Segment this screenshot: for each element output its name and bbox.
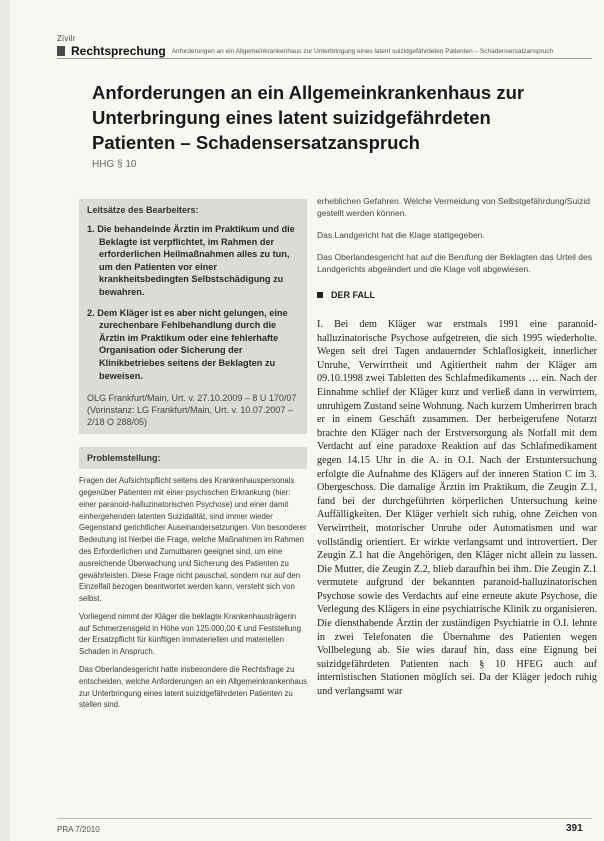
- right-column: [317, 195, 597, 699]
- intro-paragraph: Das Oberlandesgericht hat auf die Berufung der Beklagten das Urteil des Landgerichts abgeändert und die Klage voll abgewiesen.: [317, 252, 592, 274]
- square-bullet-icon: [317, 292, 323, 298]
- running-header: [57, 44, 592, 58]
- leitsaetze-heading: Leitsätze des Bearbeiters:: [87, 205, 199, 215]
- fall-heading: [317, 290, 597, 300]
- journal-issue: PRA 7/2010: [57, 825, 100, 834]
- intro-paragraph: Das Landgericht hat die Klage stattgegeben.: [317, 230, 485, 240]
- leitsatz-item: 2. Dem Kläger ist es aber nicht gelungen, eine zurechenbare Fehlbehandlung durch die Ärztin im Praktikum oder eine fehlerhafte Organisation oder Sicherung der Klinikbetriebes seitens der Beklagten zu beweisen.: [87, 307, 288, 381]
- problemstellung-paragraph: Das Oberlandesgericht hatte insbesondere die Rechtsfrage zu entscheiden, welche Anforderungen an ein Allgemeinkrankenhaus zur Unterbringung eines latent suizidgefährdeten Patienten zu stellen sind.: [79, 665, 308, 710]
- problemstellung-heading: Problemstellung:: [87, 453, 161, 464]
- intro-paragraph: erheblichen Gefahren. Welche Vermeidung von Selbstgefährdung/Suizid gestellt werden können.: [317, 196, 590, 218]
- left-column: [79, 199, 307, 711]
- problemstellung-heading-box: [79, 447, 307, 469]
- fall-body-text: I. Bei dem Kläger war erstmals 1991 eine paranoid-halluzinatorische Psychose aufgetreten, die sich 1995 wiederholte. Wegen seit drei Tagen andauernder Schlaflosigkeit, innerlicher Unruhe, Verwirrtheit und Agitiertheit nahm der Kläger am 09.10.1998 zwei Tabletten des Schlafmedikaments … ein. Nach der Einnahme schlief der Kläger kurz und verließ dann in verwirrtem, unruhigem Zustand seine Wohnung. Nach kurzem Umherirren brach er in einem Geschäft zusammen. Der herbeigerufene Notarzt brachte den Kläger nach der Erstversorgung als Notfall mit dem Verdacht auf eine paradoxe Reaktion auf das Schlafmedikament gegen 14.15 Uhr in die A. in O.I. Nach der Erstuntersuchung erfolgte die Aufnahme des Klägers auf der inneren Station C im 3. Obergeschoss. Die damalige Ärztin im Praktikum, die Zeugin Z.1, fand bei der durchgeführten körperlichen Untersuchung keine Auffälligkeiten. Der Kläger verhielt sich ruhig, ohne Zeichen von Verwirrtheit, motorischer Unruhe oder Automatismen und war vollständig orientiert. Er wirkte verlangsamt und introvertiert. Der Zeugin Z.1 hat die Angehörigen, den Kläger nicht allein zu lassen. Die Mutter, die Zeugin Z.2, blieb daraufhin bei ihm. Die Zeugin Z.1 vermutete aufgrund der bekannten paranoid-halluzinatorischen Psychose sowie des Verdachts auf eine erneute akute Psychose, die Verlegung des Klägers in eine psychiatrische Klinik zu organisieren. Die diensthabende Ärztin der zuständigen Psychiatrie in O.I. lehnte in zwei Telefonaten die Übernahme des Patienten wegen Vollbelegung ab. Sie wies darauf hin, dass eine Eignung bei suizidgefährdeten Patienten nach § 10 HFEG auch auf internistischen Stationen möglich sei. Da der Kläger jedoch ruhig und verlangsamt war: [317, 319, 597, 698]
- problemstellung-paragraph: Vorliegend nimmt der Kläger die beklagte Krankenhausträgerin auf Schmerzensgeld in Höhe von 125.000,00 € und Feststellung der Ersatzpflicht für künftigen immateriellen und materiellen Schaden in Anspruch.: [79, 611, 301, 657]
- article-title: Anforderungen an ein Allgemeinkrankenhaus zur Unterbringung eines latent suizidgefährdeten Patienten – Schadensersatzanspruch: [92, 82, 525, 153]
- header-divider: [57, 58, 592, 59]
- section-label: Zivilr: [57, 34, 76, 43]
- article-code: HHG § 10: [92, 159, 137, 170]
- footer-divider: [57, 818, 592, 819]
- leitsaetze-box: [79, 199, 307, 434]
- decision-citation: OLG Frankfurt/Main, Urt. v. 27.10.2009 – 8 U 170/07 (Vorinstanz: LG Frankfurt/Main, Urt. v. 10.07.2007 – 2/18 O 288/05): [87, 393, 297, 428]
- header-category: Rechtsprechung: [71, 44, 166, 58]
- problemstellung-paragraph: Fragen der Aufsichtspflicht seitens des Krankenhauspersonals gegenüber Patienten mit einer psychischen Erkrankung (hier: einer paranoid-halluzinatorischen Psychose) und einer damit einhergehenden latenten Suizidalität, sind immer wieder Gegenstand gerichtlicher Auseinandersetzungen. Von besonderer Bedeutung ist hierbei die Frage, welche Maßnahmen im Rahmen des Erforderlichen und Zumutbaren geeignet sind, um eine ausreichende Überwachung und Sicherung des Patienten zu gewährleisten. Diese Frage nicht pauschal, sondern nur auf den Einzelfall bezogen beantwortet werden kann, versteht sich von selbst.: [79, 476, 307, 604]
- header-marker: [57, 46, 65, 56]
- page-number: 391: [566, 823, 583, 834]
- fall-heading-text: DER FALL: [331, 290, 375, 300]
- header-subtitle: Anforderungen an ein Allgemeinkrankenhaus zur Unterbringung eines latent suizidgefährdeten Patienten – Schadensersatzanspruch: [171, 47, 554, 55]
- leitsatz-item: 1. Die behandelnde Ärztin im Praktikum und die Beklagte ist verpflichtet, im Rahmen der erforderlichen Heilmaßnahmen alles zu tun, um den Patienten vor einer krankheitsbedingten Selbstschädigung zu bewahren.: [87, 224, 295, 297]
